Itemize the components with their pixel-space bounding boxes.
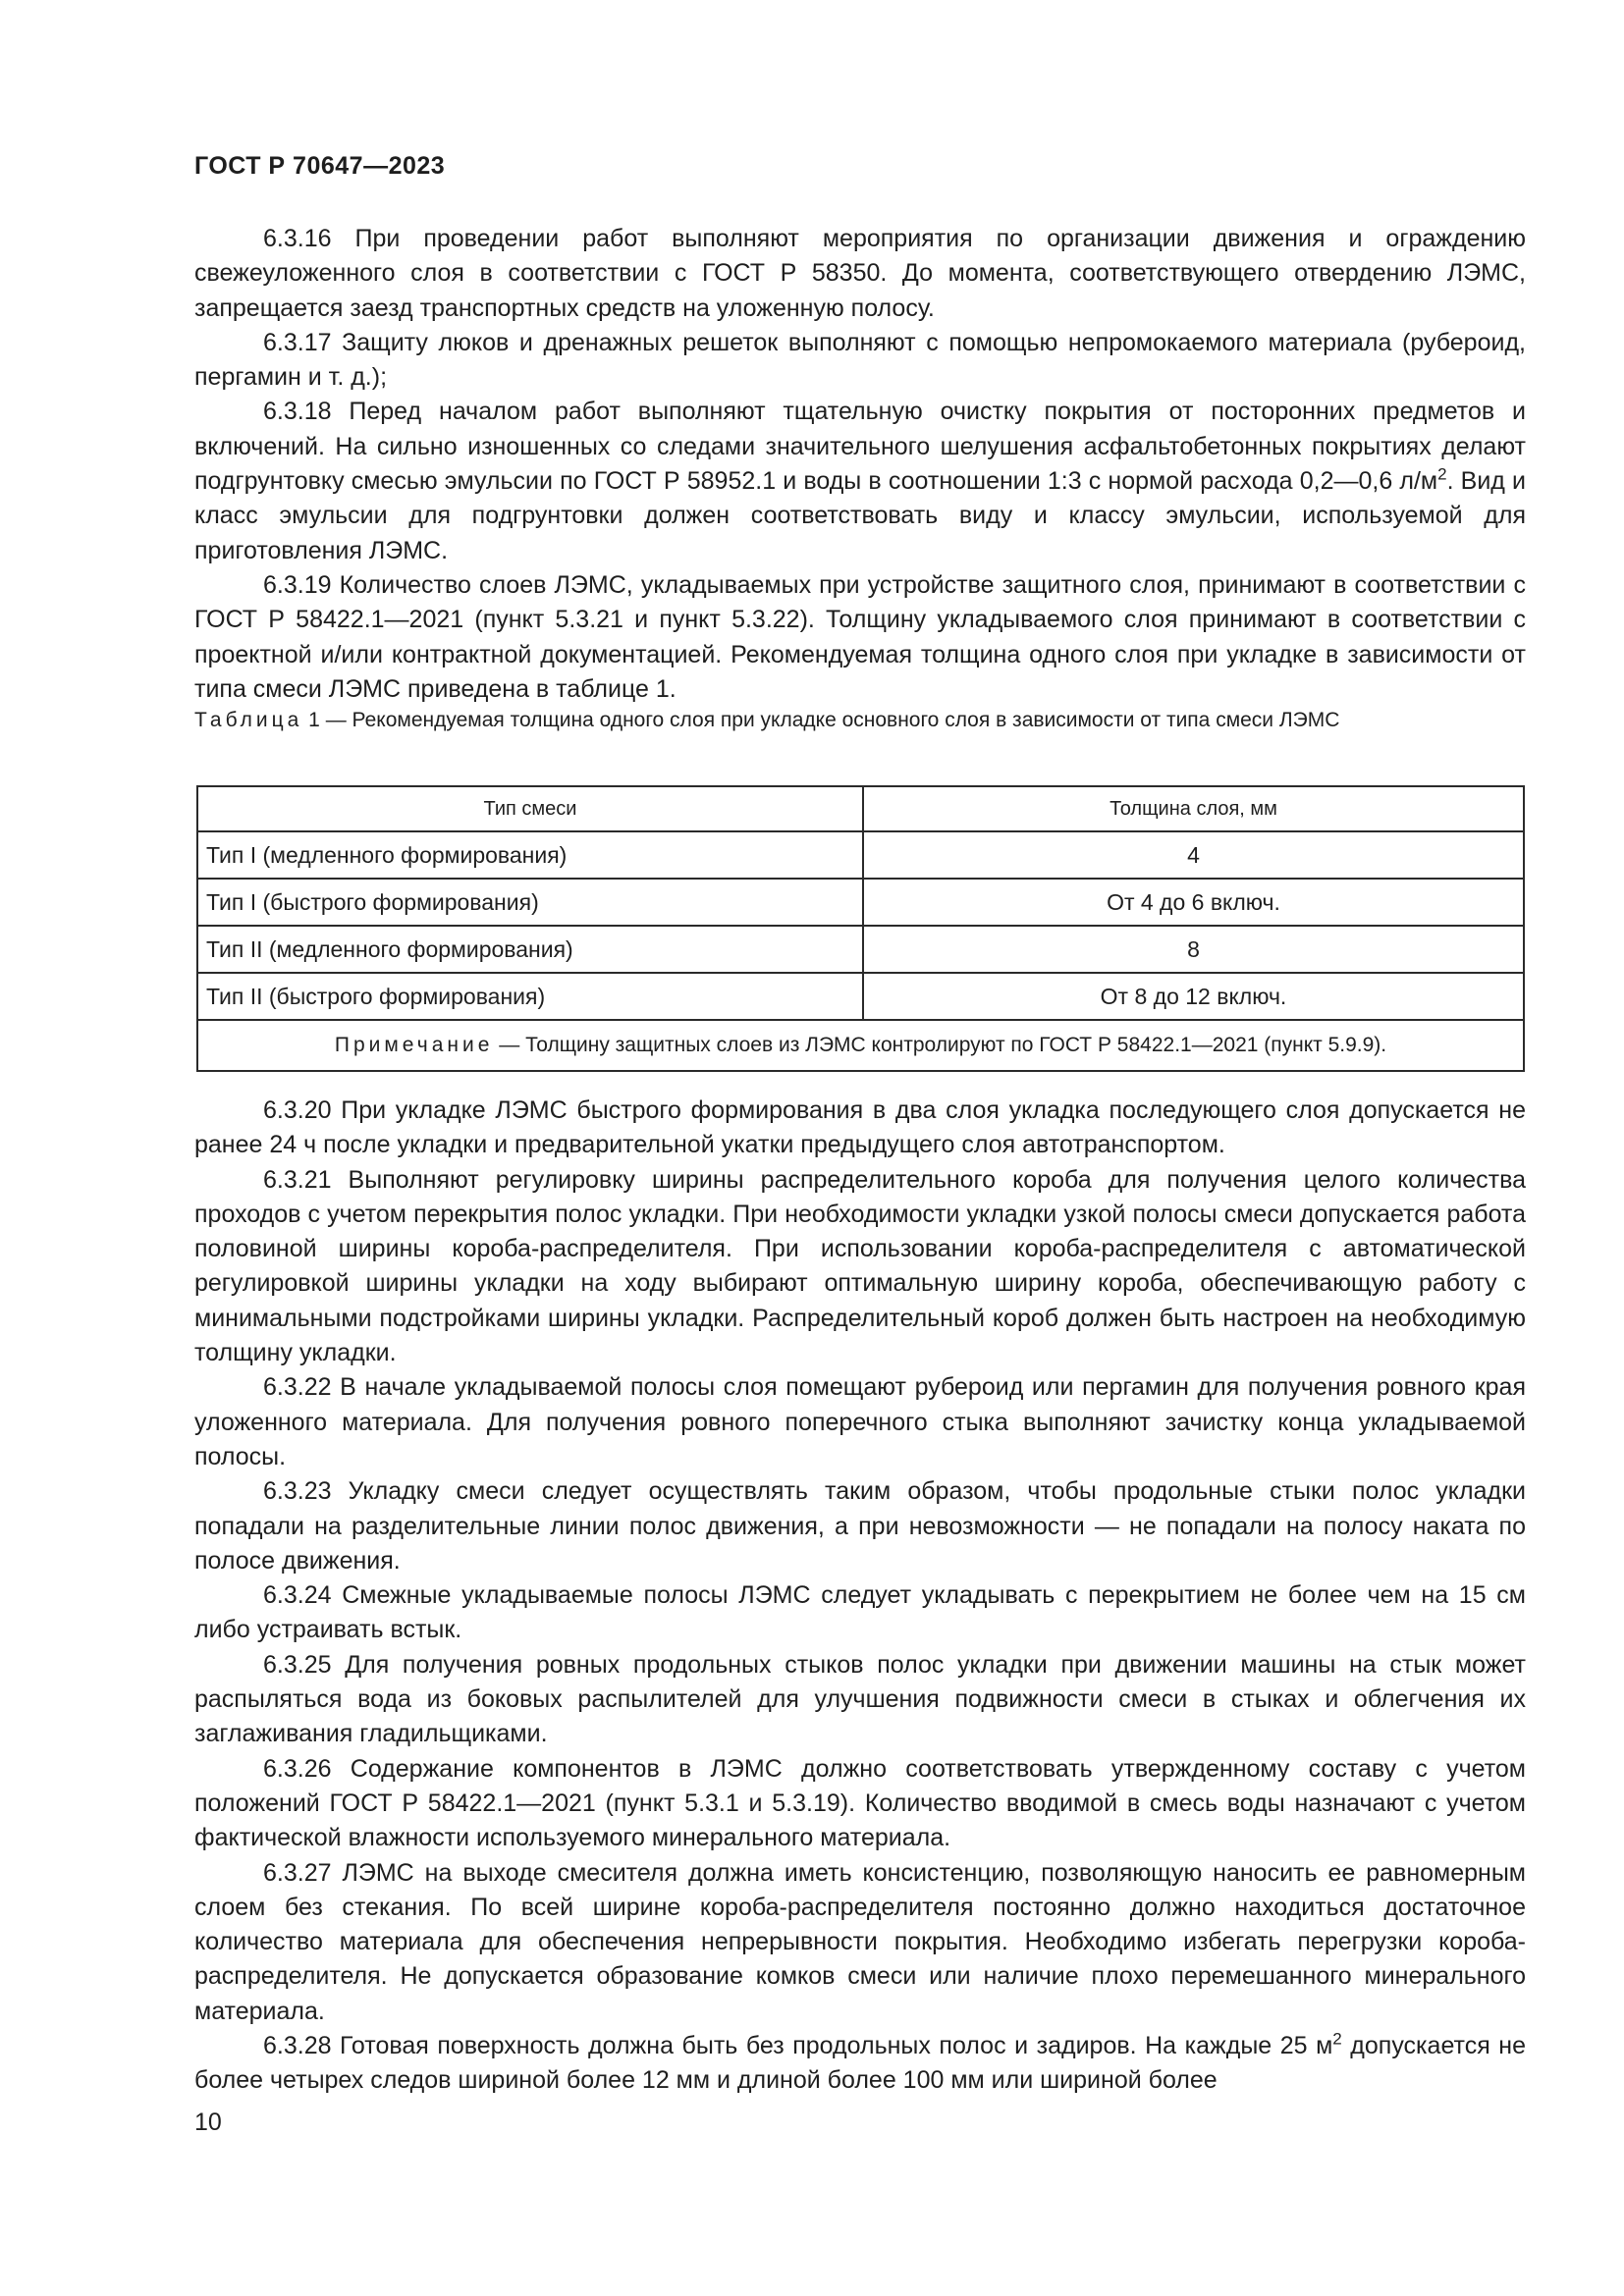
paragraph-6-3-17: 6.3.17 Защиту люков и дренажных решеток выполняют с помощью непромокаемого материала (рубероид, пергамин и т. д.); xyxy=(194,328,1526,392)
section-text-bottom xyxy=(194,1094,1526,2099)
table-cell-thickness: От 8 до 12 включ. xyxy=(863,973,1524,1020)
paragraph-6-3-26: 6.3.26 Содержание компонентов в ЛЭМС должно соответствовать утвержденному составу с учетом положений ГОСТ Р 58422.1—2021 (пункт 5.3.1 и 5.3.19). Количество вводимой в смесь воды назначают с учетом фактической влажности используемого минерального материала. xyxy=(194,1754,1526,1852)
table-1 xyxy=(196,785,1525,1072)
table-cell-mix-type: Тип II (быстрого формирования) xyxy=(197,973,863,1020)
paragraph-6-3-22: 6.3.22 В начале укладываемой полосы слоя помещают рубероид или пергамин для получения ровного края уложенного материала. Для получения ровного поперечного стыка выполняют зачистку конца укладываемой полосы. xyxy=(194,1373,1526,1470)
table-row xyxy=(197,879,1524,926)
document-header: ГОСТ Р 70647—2023 xyxy=(194,152,446,180)
table-note xyxy=(197,1020,1524,1071)
paragraph-6-3-18 xyxy=(194,395,1526,567)
paragraph-6-3-27: 6.3.27 ЛЭМС на выходе смесителя должна иметь консистенцию, позволяющую наносить ее равномерным слоем без стекания. По всей ширине короба-распределителя постоянно должно находиться достаточное количество материала для обеспечения непрерывности покрытия. Необходимо избегать перегрузки короба-распределителя. Не допускается образование комков смеси или наличие плохо перемешанного минерального материала. xyxy=(194,1858,1526,2025)
paragraph-text: 6.3.28 Готовая поверхность должна быть без продольных полос и задиров. На каждые 25 м xyxy=(263,2032,1333,2060)
table-note-text: — Толщину защитных слоев из ЛЭМС контролируют по ГОСТ Р 58422.1—2021 (пункт 5.9.9). xyxy=(493,1034,1387,1056)
paragraph-6-3-20: 6.3.20 При укладке ЛЭМС быстрого формирования в два слоя укладка последующего слоя допускается не ранее 24 ч после укладки и предварительной укатки предыдущего слоя автотранспортом. xyxy=(194,1096,1526,1159)
table-cell-mix-type: Тип II (медленного формирования) xyxy=(197,926,863,973)
paragraph-6-3-16: 6.3.16 При проведении работ выполняют мероприятия по организации движения и ограждению свежеуложенного слоя в соответствии с ГОСТ Р 58350. До момента, соответствующего отвердению ЛЭМС, запрещается заезд транспортных средств на уложенную полосу. xyxy=(194,225,1526,322)
table-cell-thickness: 4 xyxy=(863,831,1524,879)
column-header-thickness: Толщина слоя, мм xyxy=(863,786,1524,831)
table-cell-thickness: 8 xyxy=(863,926,1524,973)
table-caption-text: 1 — Рекомендуемая толщина одного слоя при укладке основного слоя в зависимости от типа смеси ЛЭМС xyxy=(302,709,1340,731)
paragraph-text: допускается не более четырех следов шириной более 12 мм и длиной более 100 мм или шириной более xyxy=(194,2032,1526,2095)
paragraph-6-3-24: 6.3.24 Смежные укладываемые полосы ЛЭМС следует укладывать с перекрытием не более чем на 15 см либо устраивать встык. xyxy=(194,1581,1526,1644)
page-number: 10 xyxy=(194,2109,222,2136)
paragraph-text: 6.3.18 Перед началом работ выполняют тщательную очистку покрытия от посторонних предметов и включений. На сильно изношенных со следами значительного шелушения асфальтобетонных покрытиях делают подгрунтовку смесью эмульсии по ГОСТ Р 58952.1 и воды в соотношении 1:3 с нормой расхода 0,2—0,6 л/м xyxy=(194,398,1526,496)
table-caption-label: Таблица xyxy=(194,709,303,731)
table-note-label: Примечание xyxy=(334,1034,494,1056)
section-text-top xyxy=(194,222,1526,707)
table-note-row xyxy=(197,1020,1524,1071)
table-header-row xyxy=(197,786,1524,831)
table-row xyxy=(197,973,1524,1020)
superscript: 2 xyxy=(1332,2029,1342,2049)
column-header-mix-type: Тип смеси xyxy=(197,786,863,831)
paragraph-6-3-28 xyxy=(194,2029,1526,2099)
table-row xyxy=(197,831,1524,879)
table-cell-mix-type: Тип I (быстрого формирования) xyxy=(197,879,863,926)
table-cell-thickness: От 4 до 6 включ. xyxy=(863,879,1524,926)
paragraph-6-3-19: 6.3.19 Количество слоев ЛЭМС, укладываемых при устройстве защитного слоя, принимают в соответствии с ГОСТ Р 58422.1—2021 (пункт 5.3.21 и пункт 5.3.22). Толщину укладываемого слоя принимают в соответствии с проектной и/или контрактной документацией. Рекомендуемая толщина одного слоя при укладке в зависимости от типа смеси ЛЭМС приведена в таблице 1. xyxy=(194,570,1526,703)
paragraph-6-3-21: 6.3.21 Выполняют регулировку ширины распределительного короба для получения целого количества проходов с учетом перекрытия полос укладки. При необходимости укладки узкой полосы смеси допускается работа половиной ширины короба-распределителя. При использовании короба-распределителя с автоматической регулировкой ширины укладки на ходу выбирают оптимальную ширину короба, обеспечивающую работу с минимальными подстройками ширины укладки. Распределительный короб должен быть настроен на необходимую толщину укладки. xyxy=(194,1165,1526,1367)
table-row xyxy=(197,926,1524,973)
paragraph-6-3-23: 6.3.23 Укладку смеси следует осуществлять таким образом, чтобы продольные стыки полос укладки попадали на разделительные линии полос движения, а при невозможности — не попадали на полосу наката по полосе движения. xyxy=(194,1477,1526,1575)
superscript: 2 xyxy=(1437,464,1447,484)
table-cell-mix-type: Тип I (медленного формирования) xyxy=(197,831,863,879)
paragraph-text: . Вид и класс эмульсии для подгрунтовки должен соответствовать виду и классу эмульсии, используемой для приготовления ЛЭМС. xyxy=(194,467,1527,564)
table-caption xyxy=(194,707,1526,734)
paragraph-6-3-25: 6.3.25 Для получения ровных продольных стыков полос укладки при движении машины на стык может распыляться вода из боковых распылителей для улучшения подвижности смеси в стыках и облегчения их заглаживания гладильщиками. xyxy=(194,1650,1526,1748)
